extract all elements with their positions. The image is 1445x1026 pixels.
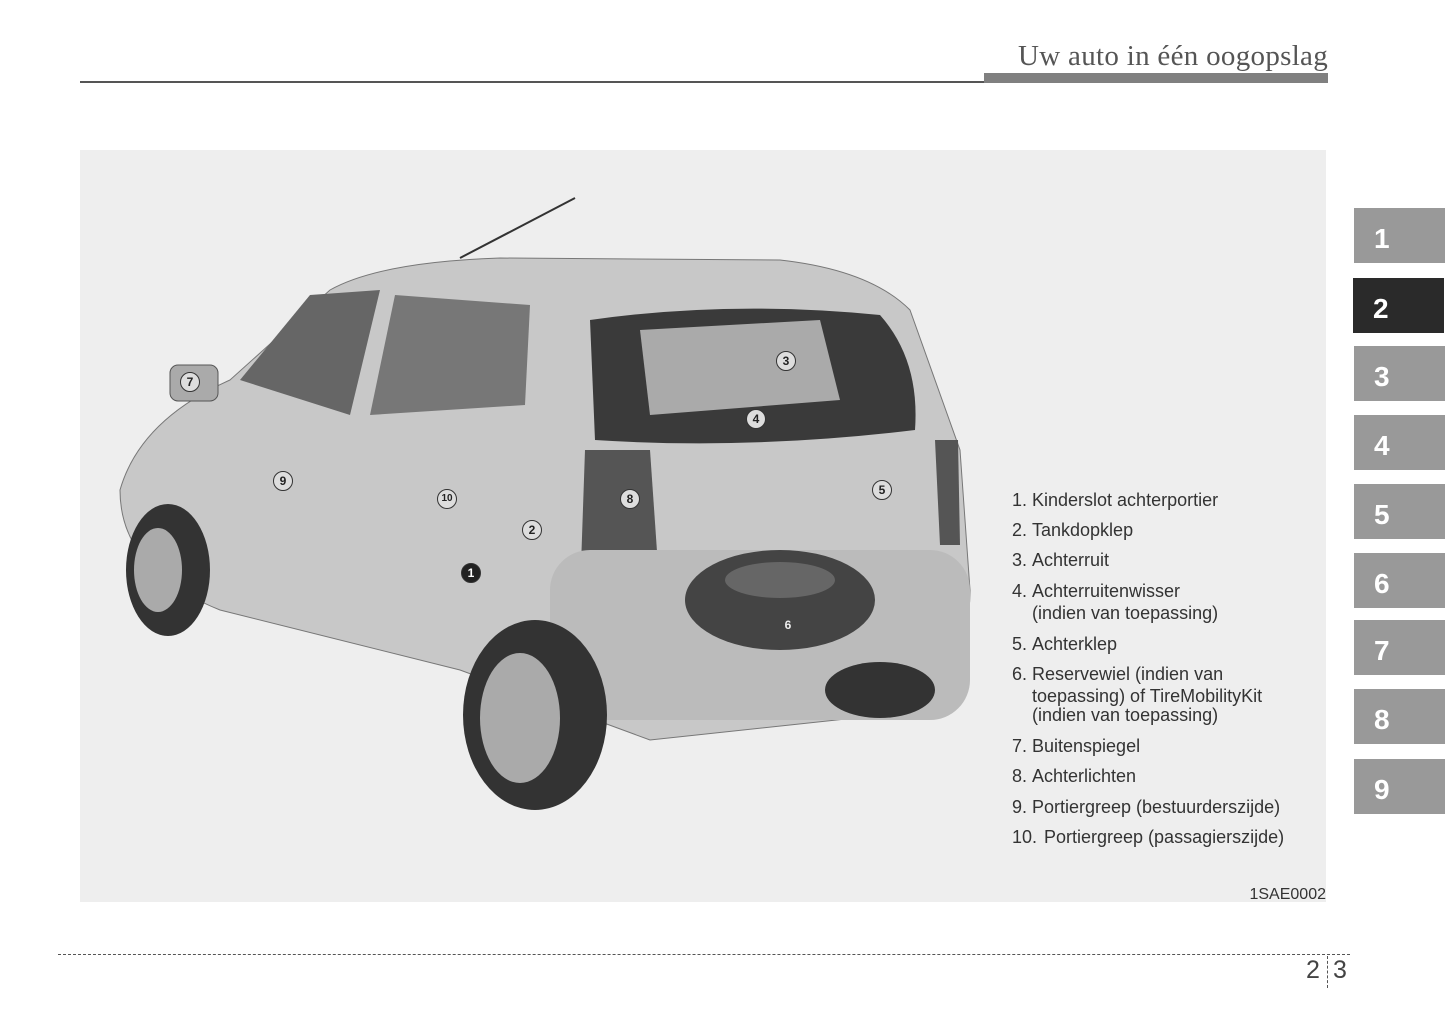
- chapter-tab-2[interactable]: 2: [1353, 278, 1444, 333]
- chapter-tab-1[interactable]: 1: [1354, 208, 1445, 263]
- legend-text: Buitenspiegel: [1032, 736, 1141, 757]
- chapter-tab-8[interactable]: 8: [1354, 689, 1445, 744]
- legend-text: Kinderslot achterportier: [1032, 490, 1219, 510]
- legend-number: 7.: [1012, 736, 1028, 757]
- parts-legend: [1012, 485, 1284, 852]
- marker-8: 8: [620, 489, 640, 509]
- legend-item: [1012, 731, 1284, 761]
- chapter-tab-3[interactable]: 3: [1354, 346, 1445, 401]
- legend-text: Portiergreep (bestuurderszijde): [1032, 796, 1281, 817]
- legend-item: [1012, 822, 1284, 852]
- legend-number: 6.: [1012, 664, 1028, 685]
- legend-item: [1012, 485, 1284, 515]
- legend-number: 10.: [1012, 826, 1038, 847]
- legend-number: 3.: [1012, 550, 1028, 571]
- car-rear-illustration: [80, 150, 1326, 902]
- legend-text: Achterruitenwisser: [1032, 580, 1181, 601]
- marker-10: 10: [437, 489, 457, 509]
- page-number: 3: [1333, 956, 1347, 984]
- legend-text: Tankdopklep: [1032, 520, 1134, 541]
- marker-6: 6: [784, 618, 792, 632]
- legend-number: 2.: [1012, 520, 1028, 541]
- section-title: Uw auto in één oogopslag: [1018, 40, 1329, 72]
- chapter-tab-6[interactable]: 6: [1354, 553, 1445, 608]
- legend-item: [1012, 629, 1284, 659]
- marker-2: 2: [522, 520, 542, 540]
- chapter-number: 2: [1306, 956, 1320, 984]
- header-rule: [80, 81, 985, 83]
- legend-number: 1.: [1012, 490, 1028, 510]
- legend-text-continued: (indien van toepassing): [1032, 705, 1219, 726]
- legend-text: Portiergreep (passagierszijde): [1044, 826, 1285, 847]
- legend-number: 5.: [1012, 633, 1028, 654]
- legend-item: [1012, 761, 1284, 791]
- footer-rule: [58, 954, 1350, 955]
- marker-3: 3: [776, 351, 796, 371]
- legend-text: Achterruit: [1032, 550, 1110, 571]
- legend-item: [1012, 792, 1284, 822]
- legend-number: 9.: [1012, 796, 1028, 817]
- figure-code: 1SAE0002: [1249, 886, 1326, 903]
- marker-7: 7: [180, 372, 200, 392]
- legend-number: 4.: [1012, 580, 1028, 601]
- chapter-tab-9[interactable]: 9: [1354, 759, 1445, 814]
- marker-5: 5: [872, 480, 892, 500]
- chapter-tab-7[interactable]: 7: [1354, 620, 1445, 675]
- legend-text: Reservewiel (indien van: [1032, 664, 1224, 685]
- marker-9: 9: [273, 471, 293, 491]
- page-separator: [1327, 956, 1328, 988]
- legend-text-continued: toepassing) of TireMobilityKit: [1032, 686, 1263, 707]
- legend-item: [1012, 515, 1284, 545]
- marker-4: 4: [746, 409, 766, 429]
- legend-text: Achterklep: [1032, 633, 1118, 654]
- legend-text: Achterlichten: [1032, 766, 1137, 787]
- header-bar: [984, 73, 1328, 83]
- chapter-tab-5[interactable]: 5: [1354, 484, 1445, 539]
- legend-number: 8.: [1012, 766, 1028, 787]
- legend-item: [1012, 545, 1284, 575]
- legend-text-continued: (indien van toepassing): [1032, 602, 1219, 623]
- chapter-tab-4[interactable]: 4: [1354, 415, 1445, 470]
- marker-1: 1: [461, 563, 481, 583]
